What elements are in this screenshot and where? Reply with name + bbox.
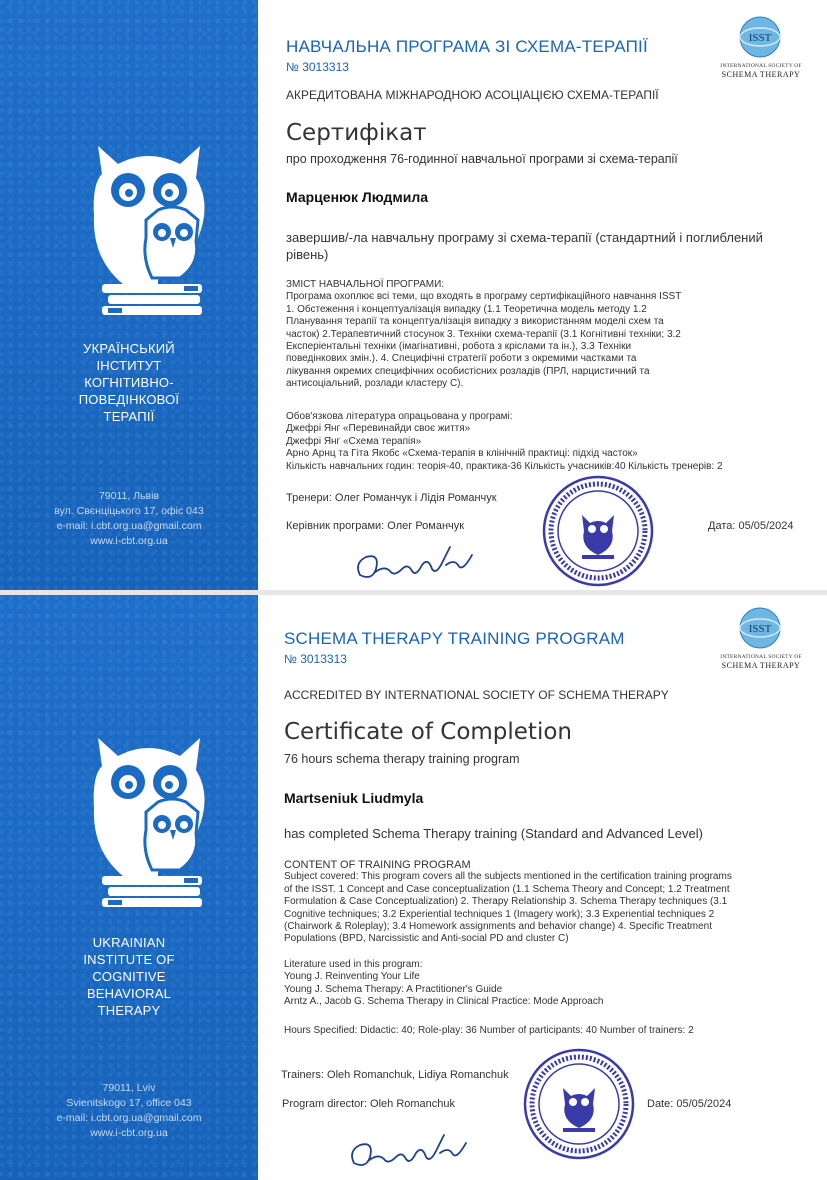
- program-title: НАВЧАЛЬНА ПРОГРАМА ЗІ СХЕМА-ТЕРАПІЇ: [286, 37, 648, 56]
- certificate-number: № 3013313: [286, 60, 349, 74]
- content-line: Cognitive techniques; 3.2 Experiential techniques 1 (Imagery work); 3.3 Experiential techniques 2: [284, 908, 715, 920]
- institute-line: ІНСТИТУТ: [96, 358, 162, 373]
- institute-line: КОГНІТИВНО-: [84, 375, 174, 390]
- program-director: Керівник програми: Олег Романчук: [286, 520, 465, 532]
- sidebar: [0, 595, 258, 1180]
- accreditation-text: АКРЕДИТОВАНА МІЖНАРОДНОЮ АСОЦІАЦІЄЮ СХЕМА-ТЕРАПІЇ: [286, 88, 659, 102]
- literature-section: [286, 411, 806, 473]
- content-line: часток) 2.Терапевтичний стосунок 3. Техніки схема-терапії (3.1 Когнітивні техніки; 3.2: [286, 328, 681, 340]
- isst-logo: [716, 16, 806, 82]
- signature-icon: [344, 1123, 474, 1177]
- owl-logo-icon: [88, 138, 212, 316]
- program-director: Program director: Oleh Romanchuk: [282, 1098, 456, 1110]
- content-line: Formulation & Case Conceptualization) 2. Therapy Relationship 3. Schema Therapy techniques (3.1: [284, 896, 728, 908]
- hours-summary: Кількість навчальних годин: теорія-40, практика-36 Кількість учасників:40 Кількість тренерів: 2: [286, 460, 723, 472]
- program-content: [284, 859, 814, 946]
- address-email: e-mail: i.cbt.org.ua@gmail.com: [56, 520, 202, 532]
- literature-heading: Обов'язкова література опрацьована у програмі:: [286, 411, 513, 422]
- content-line: Populations (BPD, Narcissistic and Anti-social PD and cluster C): [284, 933, 569, 945]
- institute-line: COGNITIVE: [92, 969, 166, 984]
- address-line: 79011, Львів: [98, 490, 160, 502]
- recipient-name: Марценюк Людмила: [286, 189, 428, 205]
- institute-line: BEHAVIORAL: [86, 986, 172, 1001]
- institute-line: УКРАЇНСЬКИЙ: [83, 341, 175, 356]
- program-title: SCHEMA THERAPY TRAINING PROGRAM: [284, 629, 625, 648]
- institute-line: ПОВЕДІНКОВОЇ: [78, 392, 180, 407]
- certificate-english: [0, 595, 827, 1180]
- literature-item: Джефрі Янг «Схема терапія»: [286, 435, 422, 447]
- literature-section: [284, 959, 804, 1009]
- content-line: Планування терапії та концептуалізація випадку з використанням моделі схем та: [286, 316, 664, 328]
- certificate-title: Сертифікат: [286, 120, 427, 146]
- program-content: [286, 279, 806, 391]
- institute-name: [0, 934, 258, 1019]
- content-line: Програма охоплює всі теми, що входять в програму сертифікаційного навчання ISST: [286, 291, 682, 303]
- certificate-number: № 3013313: [284, 652, 347, 666]
- content-heading: CONTENT OF TRAINING PROGRAM: [284, 859, 471, 871]
- literature-item: Young J. Reinventing Your Life: [284, 971, 420, 983]
- issue-date: Date: 05/05/2024: [647, 1098, 732, 1110]
- trainers: Trainers: Oleh Romanchuk, Lidiya Romanchuk: [281, 1069, 509, 1081]
- address-email: e-mail: i.cbt.org.ua@gmail.com: [56, 1112, 202, 1124]
- stamp-icon: [542, 475, 654, 587]
- certificate-subtitle: про проходження 76-годинної навчальної програми зі схема-терапії: [286, 152, 678, 166]
- content-line: лікування окремих специфічних особистісних розладів (ПРЛ, нарцистичний та: [286, 365, 650, 377]
- literature-heading: Literature used in this program:: [284, 959, 423, 970]
- certificate-subtitle: 76 hours schema therapy training program: [284, 752, 520, 766]
- issue-date: Дата: 05/05/2024: [708, 520, 794, 532]
- institute-address: [0, 489, 258, 549]
- isst-globe-icon: [739, 16, 781, 58]
- institute-line: ТЕРАПІЇ: [103, 409, 155, 424]
- signature-icon: [350, 535, 480, 589]
- isst-logo-text: ISST: [748, 32, 772, 44]
- institute-name: [0, 340, 258, 425]
- literature-item: Arntz A., Jacob G. Schema Therapy in Clinical Practice: Mode Approach: [284, 996, 604, 1008]
- trainers: Тренери: Олег Романчук і Лідія Романчук: [286, 492, 497, 504]
- recipient-name: Martseniuk Liudmyla: [284, 790, 424, 806]
- content-heading: ЗМІСТ НАВЧАЛЬНОЇ ПРОГРАМИ:: [286, 279, 445, 290]
- content-line: антисоціальний, розлади кластеру С).: [286, 378, 464, 390]
- address-line: Svienitskogo 17, office 043: [66, 1097, 192, 1109]
- stamp-icon: [523, 1048, 635, 1160]
- isst-logo-text: ISST: [748, 623, 772, 635]
- isst-logo: [716, 607, 806, 673]
- content-line: Експеріентальні техніки (імагінативні, робота з кріслами та ін.), 3.3 Техніки: [286, 341, 632, 353]
- institute-line: UKRAINIAN: [92, 935, 166, 950]
- literature-item: Young J. Schema Therapy: A Practitioner's Guide: [284, 983, 503, 995]
- institute-line: THERAPY: [97, 1003, 161, 1018]
- literature-item: Арно Арнц та Гіта Якобс «Схема-терапія в клінічній практиці: підхід часток»: [286, 448, 638, 460]
- content-line: (Chairwork & Roleplay); 3.4 Homework assignments and behavior change) 4. Specific Treatment: [284, 921, 712, 933]
- certificate-title: Certificate of Completion: [284, 719, 572, 745]
- address-website: www.i-cbt.org.ua: [90, 535, 168, 547]
- isst-globe-icon: [739, 607, 781, 649]
- literature-item: Джефрі Янг «Перевинайди своє життя»: [286, 423, 471, 435]
- isst-logo-line2: SCHEMA THERAPY: [721, 661, 801, 670]
- address-line: вул. Свєнціцького 17, офіс 043: [54, 505, 204, 517]
- content-line: of the ISST. 1 Concept and Case conceptualization (1.1 Schema Theory and Concept; 1.2 Treatment: [284, 883, 730, 895]
- address-line: 79011, Lviv: [102, 1082, 156, 1094]
- hours-summary: Hours Specified: Didactic: 40; Role-play: 36 Number of participants: 40 Number of trainers: 2: [284, 1025, 694, 1036]
- address-website: www.i-cbt.org.ua: [90, 1127, 168, 1139]
- institute-address: [0, 1081, 258, 1141]
- content-line: 1. Обстеження і концептуалізація випадку (1.1 Теоретична модель методу 1.2: [286, 303, 647, 315]
- content-line: поведінкових змін.). 4. Специфічні стратегії роботи з окремими частками та: [286, 353, 637, 365]
- content-line: Subject covered: This program covers all the subjects mentioned in the certification training programs: [284, 871, 732, 883]
- completion-text: завершив/-ла навчальну програму зі схема-терапії (стандартний і поглиблений рівень): [286, 230, 763, 262]
- isst-logo-line2: SCHEMA THERAPY: [721, 70, 801, 79]
- sidebar: [0, 0, 258, 590]
- institute-line: INSTITUTE OF: [83, 952, 175, 967]
- completion-text: has completed Schema Therapy training (Standard and Advanced Level): [284, 826, 703, 841]
- isst-logo-line1: INTERNATIONAL SOCIETY OF: [720, 654, 802, 660]
- owl-logo-icon: [88, 730, 212, 908]
- accreditation-text: ACCREDITED BY INTERNATIONAL SOCIETY OF SCHEMA THERAPY: [284, 688, 669, 702]
- isst-logo-line1: INTERNATIONAL SOCIETY OF: [720, 63, 802, 69]
